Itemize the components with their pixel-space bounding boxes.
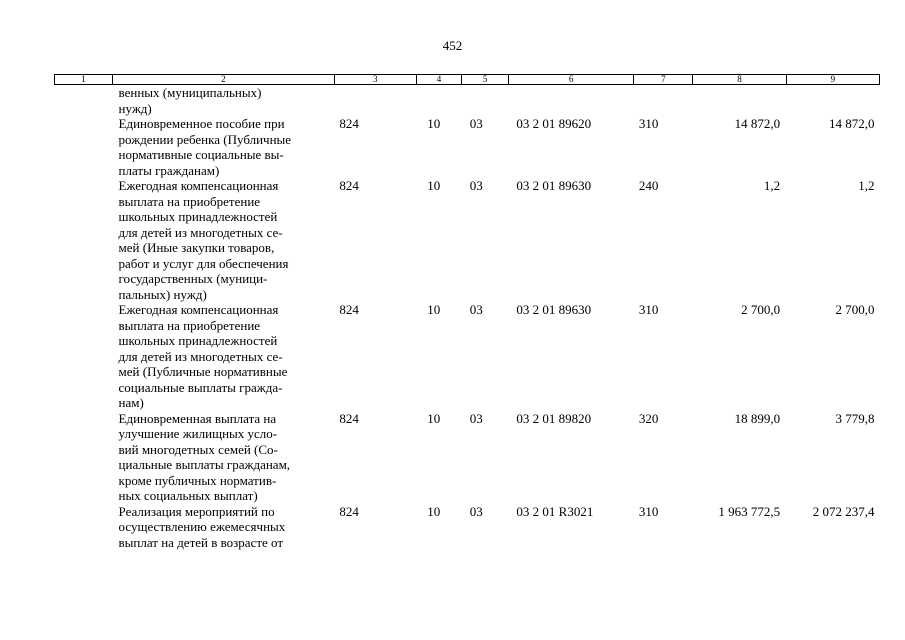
row-amount-1-cell: 1 963 772,5 [718, 503, 781, 519]
row-target-article-cell: 03 2 01 89630 [516, 178, 592, 193]
row-name-cell: Единовременная выплата на улучшение жилищных усло- вий многодетных семей (Со- циальные выплаты гражданам, кроме публичных норматив- ных социальных выплат) [118, 410, 291, 503]
row-empty-cell [55, 504, 113, 551]
header-col-4: 4 [416, 75, 462, 85]
row-empty-cell [55, 411, 113, 504]
row-expense-type-cell: 240 [638, 178, 659, 193]
row-expense-type-cell: 310 [638, 503, 659, 519]
header-col-6: 6 [508, 75, 633, 85]
row-empty-cell [55, 178, 113, 302]
header-col-9: 9 [786, 75, 879, 85]
row-amount-2-cell: 2 072 237,4 [812, 503, 875, 519]
row-expense-type-cell: 320 [638, 410, 659, 426]
row-admin-code-cell: 824 [339, 503, 359, 519]
row-expense-type-cell: 310 [638, 116, 659, 131]
row-section-cell: 10 [427, 503, 441, 519]
table-row [55, 411, 880, 504]
row-name-cell: Единовременное пособие при рождении ребенка (Публичные нормативные социальные вы- платы гражданам) [118, 116, 292, 178]
row-subsection-cell: 03 [469, 178, 483, 193]
table-row [55, 178, 880, 302]
row-section-cell: 10 [427, 302, 441, 317]
row-admin-code-cell: 824 [339, 302, 359, 317]
row-target-article-cell: 03 2 01 89620 [516, 116, 592, 131]
header-col-5: 5 [462, 75, 509, 85]
table-row [55, 116, 880, 178]
row-section-cell: 10 [427, 410, 441, 426]
row-subsection-cell [462, 85, 509, 117]
row-admin-code-cell [334, 85, 416, 117]
row-amount-2-cell: 14 872,0 [829, 116, 875, 131]
page-number: 452 [442, 38, 463, 53]
row-amount-2-cell: 3 779,8 [835, 410, 875, 426]
row-expense-type-cell: 310 [638, 302, 659, 317]
row-subsection-cell: 03 [469, 116, 483, 131]
row-empty-cell [55, 116, 113, 178]
table-row [55, 302, 880, 411]
row-name-cell: Реализация мероприятий по осуществлению ежемесячных выплат на детей в возрасте от [118, 503, 286, 550]
header-col-2: 2 [113, 75, 335, 85]
row-amount-2-cell [786, 85, 879, 117]
row-empty-cell [55, 85, 113, 117]
row-admin-code-cell: 824 [339, 116, 359, 131]
table-row [55, 85, 880, 117]
row-target-article-cell: 03 2 01 89630 [516, 302, 592, 317]
row-subsection-cell: 03 [469, 302, 483, 317]
row-section-cell: 10 [427, 178, 441, 193]
row-admin-code-cell: 824 [339, 410, 359, 426]
row-section-cell: 10 [427, 116, 441, 131]
row-amount-1-cell [693, 85, 786, 117]
row-amount-1-cell: 18 899,0 [734, 410, 781, 426]
table-body [55, 85, 880, 551]
row-empty-cell [55, 302, 113, 411]
row-name-cell: Ежегодная компенсационная выплата на приобретение школьных принадлежностей для детей из многодетных се- мей (Публичные нормативные социальные выплаты гражда- нам) [118, 302, 288, 410]
row-name-cell: Ежегодная компенсационная выплата на приобретение школьных принадлежностей для детей из многодетных се- мей (Иные закупки товаров, работ и услуг для обеспечения государственных (муници- пальных) нужд) [118, 178, 289, 302]
row-target-article-cell: 03 2 01 R3021 [516, 503, 594, 519]
row-target-article-cell [508, 85, 633, 117]
header-col-3: 3 [334, 75, 416, 85]
header-col-1: 1 [55, 75, 113, 85]
row-expense-type-cell [634, 85, 693, 117]
row-section-cell [416, 85, 462, 117]
header-col-8: 8 [693, 75, 786, 85]
row-amount-1-cell: 1,2 [763, 178, 781, 193]
row-amount-1-cell: 14 872,0 [734, 116, 781, 131]
row-subsection-cell: 03 [469, 410, 483, 426]
column-number-header-row [55, 75, 880, 85]
row-amount-2-cell: 1,2 [858, 178, 875, 193]
budget-table [54, 74, 880, 550]
row-admin-code-cell: 824 [339, 178, 359, 193]
row-subsection-cell: 03 [469, 503, 483, 519]
row-target-article-cell: 03 2 01 89820 [516, 410, 592, 426]
row-amount-1-cell: 2 700,0 [741, 302, 781, 317]
header-col-7: 7 [634, 75, 693, 85]
table-row [55, 504, 880, 551]
row-amount-2-cell: 2 700,0 [835, 302, 875, 317]
row-name-cell: венных (муниципальных) нужд) [118, 85, 262, 116]
